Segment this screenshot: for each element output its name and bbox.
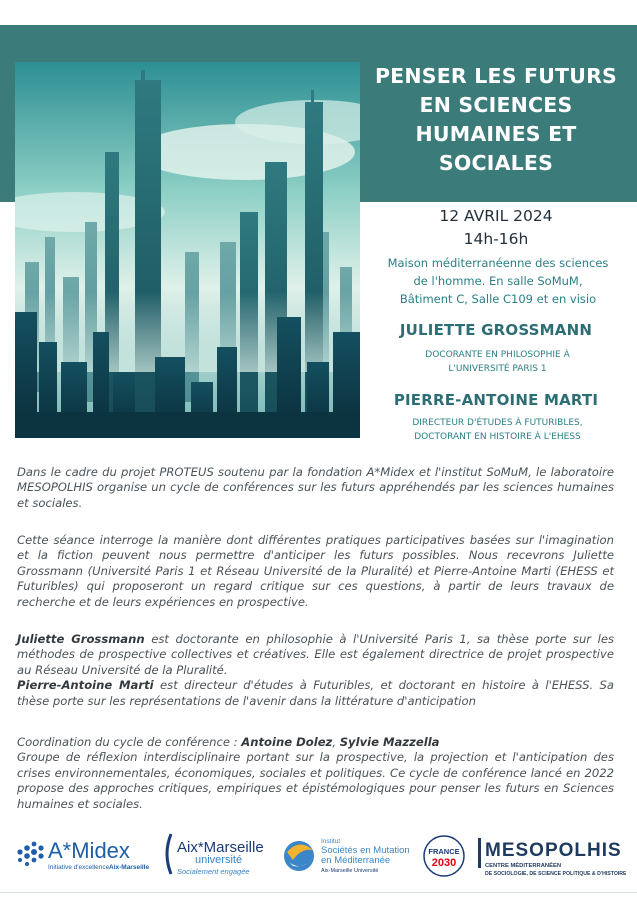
bio-marti [17, 678, 614, 709]
amidex-line2: Aix-Marseille [109, 864, 150, 871]
role-line: DOCTORANT EN HISTOIRE À L'EHESS [414, 432, 581, 442]
bio-name: Juliette Grossmann [17, 632, 145, 646]
bottom-divider [0, 892, 637, 893]
group-description: Groupe de réflexion interdisciplinaire portant sur la prospective, la projection et l'anticipation des crises environnementales, économiques, sociales et politiques. Ce cycle de conférence lancé en 2022 propose des approches critiques, empiriques et épistémologiques pour penser les futurs en Sciences humaines et sociales. [17, 750, 614, 811]
bio-text: est directeur d'études à Futuribles, et doctorant en histoire à l'EHESS. Sa thèse porte sur les représentations de l'avenir dans la littérature d'anticipation [17, 678, 614, 708]
coordination-line [17, 735, 614, 750]
amidex-line1: Initiative d'excellence [48, 864, 110, 871]
venue-line: de l'homme. En salle SoMuM, [413, 274, 583, 288]
amidex-logo [14, 828, 159, 884]
coord-label: Coordination du cycle de conférence : [17, 735, 242, 749]
amu-logo [163, 828, 275, 884]
mesopolhis-line2: DE SOCIOLOGIE, DE SCIENCE POLITIQUE & D'HISTOIRE [485, 871, 626, 877]
somum-logo [283, 828, 415, 884]
venue-line: Maison méditerranéenne des sciences [387, 256, 609, 270]
title-line: HUMAINES ET [415, 122, 577, 146]
title-line: SOCIALES [438, 151, 554, 175]
somum-line2: Sociétés en Mutation [321, 845, 410, 856]
event-time: 14h-16h [463, 230, 529, 248]
role-line: L'UNIVERSITÉ PARIS 1 [448, 364, 547, 374]
event-title [362, 62, 630, 178]
coord-name: Sylvie Mazzella [339, 735, 440, 749]
bio-grossmann [17, 632, 614, 678]
france2030-logo [420, 828, 468, 884]
hero-illustration-futuristic-city [15, 62, 360, 438]
mesopolhis-name: MESOPOLHIS [485, 840, 622, 861]
bio-name: Pierre-Antoine Marti [17, 678, 154, 693]
title-line: PENSER LES FUTURS [374, 64, 618, 88]
partner-logos [0, 828, 637, 888]
intro-text: Dans le cadre du projet PROTEUS soutenu par la fondation A*Midex et l'institut SoMuM, le laboratoire MESOPOLHIS organise un cycle de conférences sur les futurs appréhendés par les sciences humaines et sociales. [17, 465, 614, 510]
amu-sub: université [195, 854, 243, 866]
amu-name: Aix*Marseille [177, 839, 264, 856]
coordination-paragraph [17, 735, 614, 812]
somum-line4: Aix-Marseille Université [321, 868, 379, 874]
title-line: EN SCIENCES [419, 93, 573, 117]
coord-name: Antoine Dolez [241, 735, 333, 749]
intro-paragraph [17, 465, 614, 511]
speaker-name-marti: PIERRE-ANTOINE MARTI [393, 391, 599, 409]
speaker-name-grossmann: JULIETTE GROSSMANN [399, 321, 593, 339]
bios-paragraph [17, 632, 614, 709]
france2030-line1: FRANCE [428, 847, 460, 856]
role-line: DIRECTEUR D'ÉTUDES À FUTURIBLES, [412, 418, 583, 428]
bio-text: est doctorante en philosophie à l'Université Paris 1, sa thèse porte sur les méthodes de prospective collectives et créatives. Elle est également directrice de projet prospective au Réseau Université de la Pluralité. [17, 632, 614, 677]
amu-tagline: Socialement engagée [177, 867, 250, 876]
somum-line1: Institut [321, 838, 341, 845]
session-paragraph [17, 533, 614, 610]
event-venue [372, 254, 624, 308]
mesopolhis-logo [476, 828, 626, 884]
amidex-name: A*Midex [48, 838, 130, 863]
coord-separator: , [332, 735, 340, 749]
role-line: DOCORANTE EN PHILOSOPHIE À [425, 350, 570, 360]
france2030-line2: 2030 [431, 857, 457, 869]
session-text: Cette séance interroge la manière dont différentes pratiques participatives basées sur l'imagination et la fiction peuvent nous permettre d'anticiper les futurs possibles. Nous recevrons Juliette Grossmann (Université Paris 1 et Réseau Université de la Pluralité) et Pierre-Antoine Marti (EHESS et Futuribles) qui proposeront un regard critique sur ces questions, à partir de leurs travaux de recherche et de leurs expériences en prospective. [17, 533, 614, 609]
speaker-role-grossmann [385, 348, 610, 376]
speaker-role-marti [385, 416, 610, 444]
somum-line3: en Méditerranée [321, 855, 391, 866]
venue-line: Bâtiment C, Salle C109 et en visio [399, 292, 597, 306]
event-date: 12 AVRIL 2024 [439, 207, 553, 225]
mesopolhis-line1: CENTRE MÉDITERRANÉEN [485, 863, 562, 869]
